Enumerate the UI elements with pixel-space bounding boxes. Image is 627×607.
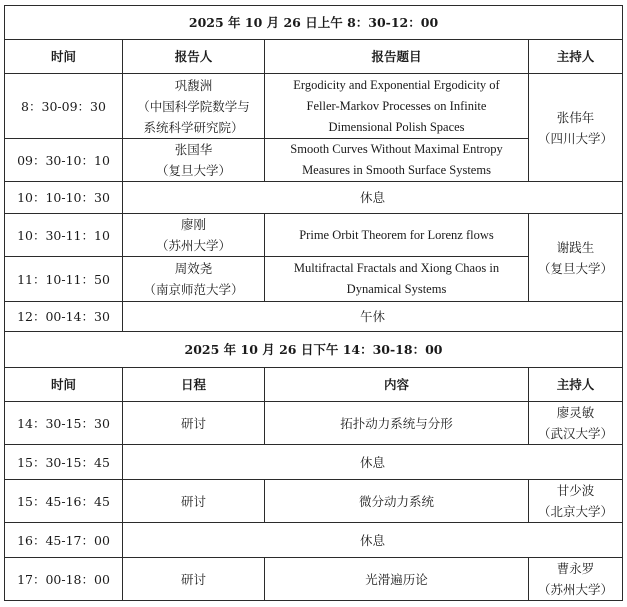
host-cell — [529, 214, 623, 302]
time-slot: 10：30-11：10 — [5, 214, 123, 257]
morning-section-title: 2025 年 10 月 26 日上午 8：30-12：00 — [5, 6, 623, 40]
header-speaker: 报告人 — [123, 40, 265, 74]
topic-cell: Prime Orbit Theorem for Lorenz flows — [265, 214, 529, 257]
speaker-affiliation: （中国科学院数学与 — [137, 98, 250, 114]
host-affiliation: （苏州大学） — [538, 582, 614, 597]
speaker-name: 廖刚 — [180, 217, 206, 232]
speaker-affiliation: （苏州大学） — [155, 238, 231, 253]
afternoon-header-row — [5, 368, 623, 402]
time-slot: 8：30-09：30 — [5, 74, 123, 139]
topic-line: Smooth Curves Without Maximal Entropy — [290, 142, 503, 156]
host-cell — [529, 480, 623, 523]
header-host: 主持人 — [529, 40, 623, 74]
break-label: 休息 — [123, 182, 623, 214]
host-affiliation: （四川大学） — [538, 130, 614, 146]
header-topic: 报告题目 — [265, 40, 529, 74]
speaker-cell — [123, 257, 265, 302]
time-slot: 09：30-10：10 — [5, 139, 123, 182]
time-slot: 15：30-15：45 — [5, 445, 123, 480]
header-content: 内容 — [265, 368, 529, 402]
speaker-affiliation: （复旦大学） — [155, 163, 231, 178]
time-slot: 17：00-18：00 — [5, 558, 123, 601]
content-cell: 微分动力系统 — [265, 480, 529, 523]
schedule-cell: 研讨 — [123, 402, 265, 445]
topic-cell — [265, 74, 529, 139]
host-cell — [529, 558, 623, 601]
topic-line: Measures in Smooth Surface Systems — [302, 163, 491, 177]
topic-line: Feller-Markov Processes on Infinite — [306, 98, 487, 113]
morning-header-row — [5, 40, 623, 74]
table-row — [5, 523, 623, 558]
morning-title-row — [5, 6, 623, 40]
content-cell: 光滑遍历论 — [265, 558, 529, 601]
time-slot: 11：10-11：50 — [5, 257, 123, 302]
time-slot: 14：30-15：30 — [5, 402, 123, 445]
host-name: 廖灵敏 — [556, 405, 595, 420]
topic-cell — [265, 257, 529, 302]
table-row — [5, 445, 623, 480]
schedule-cell: 研讨 — [123, 558, 265, 601]
header-time: 时间 — [5, 40, 123, 74]
speaker-name: 张国华 — [174, 142, 213, 157]
speaker-affiliation: 系统科学研究院） — [143, 119, 244, 135]
host-affiliation: （复旦大学） — [538, 260, 614, 276]
speaker-cell — [123, 214, 265, 257]
host-affiliation: （武汉大学） — [538, 426, 614, 441]
table-row — [5, 402, 623, 445]
time-slot: 15：45-16：45 — [5, 480, 123, 523]
time-slot: 16：45-17：00 — [5, 523, 123, 558]
afternoon-title-row — [5, 332, 623, 368]
table-row — [5, 302, 623, 332]
time-slot: 10：10-10：30 — [5, 182, 123, 214]
host-cell — [529, 402, 623, 445]
break-label: 休息 — [123, 445, 623, 480]
schedule-table — [4, 5, 623, 601]
header-time: 时间 — [5, 368, 123, 402]
table-row — [5, 74, 623, 139]
table-row — [5, 480, 623, 523]
topic-line: Ergodicity and Exponential Ergodicity of — [293, 77, 500, 92]
topic-line: Multifractal Fractals and Xiong Chaos in — [293, 261, 500, 275]
time-slot: 12：00-14：30 — [5, 302, 123, 332]
host-name: 曹永罗 — [556, 561, 595, 576]
topic-cell — [265, 139, 529, 182]
content-cell: 拓扑动力系统与分形 — [265, 402, 529, 445]
host-cell — [529, 74, 623, 182]
break-label: 午休 — [123, 302, 623, 332]
topic-line: Dimensional Polish Spaces — [328, 119, 465, 134]
header-schedule: 日程 — [123, 368, 265, 402]
speaker-name: 巩馥洲 — [174, 77, 213, 93]
break-label: 休息 — [123, 523, 623, 558]
schedule-cell: 研讨 — [123, 480, 265, 523]
host-name: 甘少波 — [556, 483, 595, 498]
host-name: 谢践生 — [556, 239, 595, 255]
table-row — [5, 558, 623, 601]
speaker-name: 周效尧 — [174, 261, 213, 276]
speaker-cell — [123, 139, 265, 182]
topic-line: Dynamical Systems — [346, 282, 447, 296]
host-name: 张伟年 — [556, 109, 595, 125]
speaker-affiliation: （南京师范大学） — [143, 282, 244, 297]
header-host: 主持人 — [529, 368, 623, 402]
speaker-cell — [123, 74, 265, 139]
afternoon-section-title: 2025 年 10 月 26 日下午 14：30-18：00 — [5, 332, 623, 368]
host-affiliation: （北京大学） — [538, 504, 614, 519]
table-row — [5, 182, 623, 214]
table-row — [5, 214, 623, 257]
